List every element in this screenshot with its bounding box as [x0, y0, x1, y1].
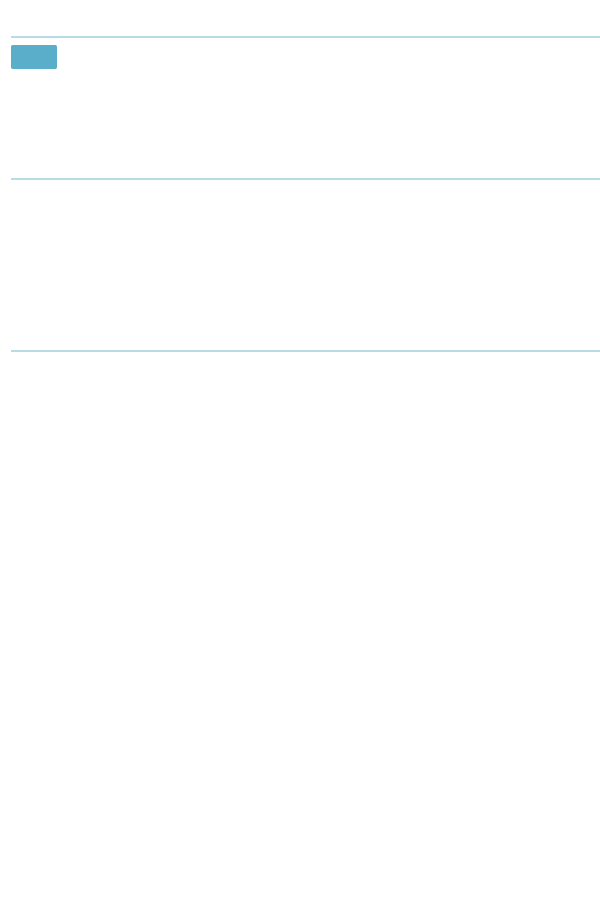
back-button[interactable] — [11, 45, 57, 69]
title-divider — [11, 36, 600, 38]
section-divider-1 — [11, 178, 600, 180]
section-divider-2 — [11, 350, 600, 352]
